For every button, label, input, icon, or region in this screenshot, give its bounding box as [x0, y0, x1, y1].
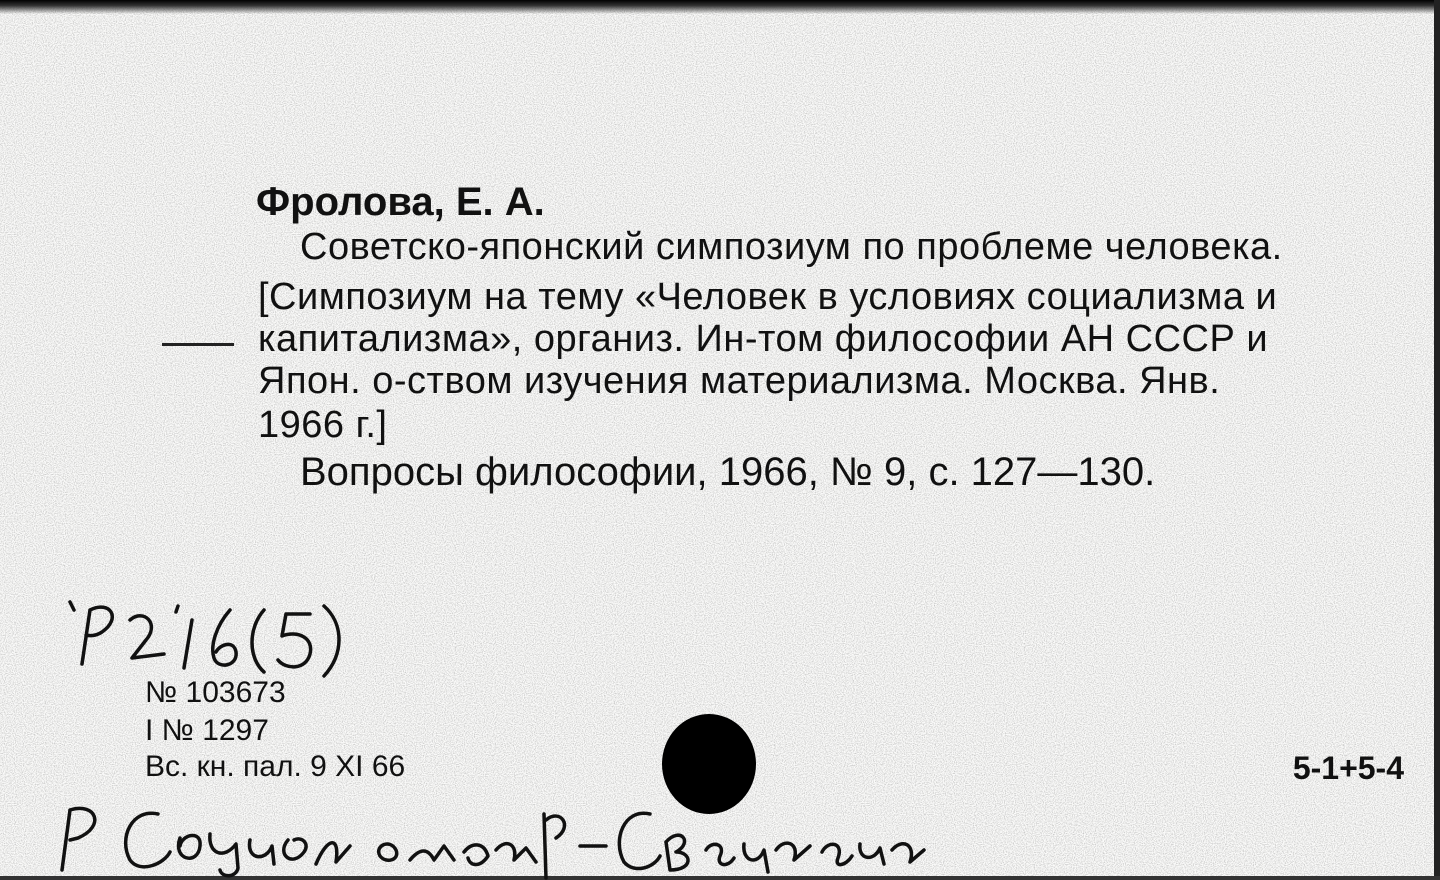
source-citation: Вопросы философии, 1966, № 9, с. 127—130.	[300, 450, 1156, 494]
margin-dash	[162, 343, 234, 346]
top-edge	[0, 0, 1440, 14]
description-line: капитализма», организ. Ин-том философии АН СССР и	[258, 318, 1269, 360]
registry-line: Вс. кн. пал. 9 XI 66	[145, 750, 406, 783]
description-line: [Симпозиум на тему «Человек в условиях социализма и	[258, 276, 1278, 318]
description-line: Япон. о-ством изучения материализма. Москва. Янв.	[258, 360, 1221, 402]
accession-number: № 103673	[145, 676, 286, 709]
right-edge	[1434, 0, 1440, 880]
author-heading: Фролова, Е. А.	[256, 180, 545, 224]
handwritten-subject	[40, 790, 940, 880]
handwritten-shelfmark	[60, 580, 350, 680]
classification-code: 5-1+5-4	[1292, 750, 1404, 786]
description-line: Советско-японский симпозиум по проблеме человека.	[300, 226, 1283, 268]
inventory-number: I № 1297	[145, 714, 269, 747]
description-line: 1966 г.]	[258, 404, 388, 446]
